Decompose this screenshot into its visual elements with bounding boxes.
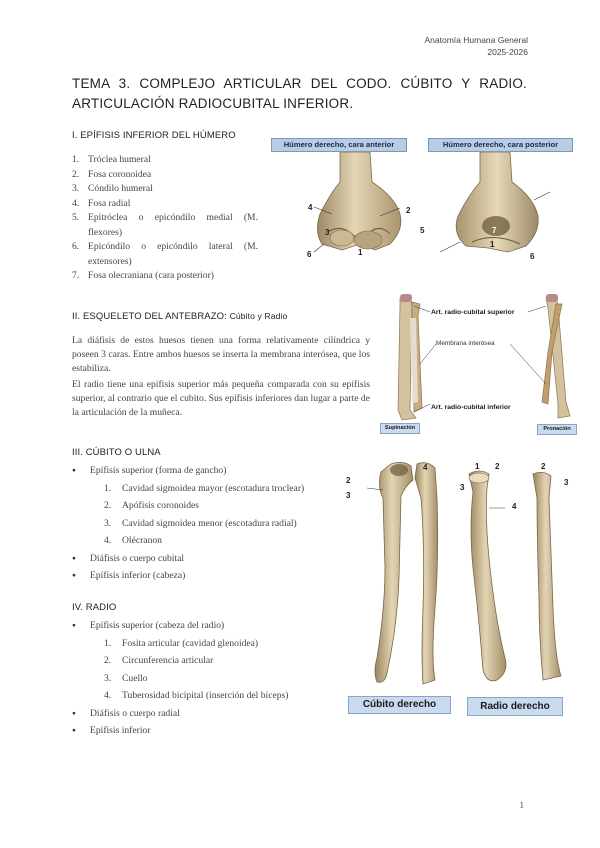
list-item: 5. Epitróclea o epicóndilo medial (M. flexores) <box>72 212 258 238</box>
page-number: 1 <box>519 800 524 810</box>
page-title: TEMA 3. COMPLEJO ARTICULAR DEL CODO. CÚBITO Y RADIO. ARTICULACIÓN RADIOCUBITAL INFERIOR. <box>72 76 527 111</box>
ulna-radius-image <box>355 458 580 693</box>
list-item: 1. Fosita articular (cavidad glenoidea) <box>104 637 259 649</box>
humerus-posterior-caption: Húmero derecho, cara posterior <box>428 138 573 152</box>
section-1-heading: I. EPÍFISIS INFERIOR DEL HÚMERO <box>72 130 236 141</box>
radius-caption: Radio derecho <box>467 697 563 716</box>
list-item: 4. Tuberosidad bicipital (inserción del bíceps) <box>104 690 289 701</box>
list-item: 7. Fosa olecraniana (cara posterior) <box>72 270 214 281</box>
list-item: ● Epífisis inferior (cabeza) <box>72 567 342 585</box>
section-2-paragraph-2: El radio tiene una epífisis superior más pequeña comparada con su epífisis superior, al contrario que el cubito. Sus epífisis inferiores dan lugar a parte de la articulación de la muñeca. <box>72 379 370 418</box>
list-item: 1. Tróclea humeral <box>72 154 151 165</box>
list-item: ● Epífisis superior (forma de gancho) 1. Cavidad sigmoidea mayor (escotadura troclear) 2. Apófisis coronoides 3. Cavidad sigmoidea menor (escotadura radial) 4. Olécranon <box>72 462 342 550</box>
list-item: 4. Fosa radial <box>72 197 131 209</box>
humerus-anterior-label-1: 1 <box>358 248 363 257</box>
list-item: 6. Epicóndilo o epicóndilo lateral (M. extensores) <box>72 241 258 267</box>
ulna-caption: Cúbito derecho <box>348 696 451 714</box>
list-item: 1. Cavidad sigmoidea mayor (escotadura troclear) <box>104 482 305 494</box>
humerus-posterior-image <box>438 152 558 267</box>
sublist <box>90 480 342 550</box>
section-2-paragraph-1: La diáfisis de estos huesos tienen una forma relativamente cilíndrica y poseen 3 caras. Entre ambos huesos se inserta la membrana interósea, que los estabiliza. <box>72 335 370 374</box>
supination-caption: Supinación <box>380 423 420 434</box>
section-3-list <box>72 462 342 585</box>
humerus-anterior-caption: Húmero derecho, cara anterior <box>271 138 407 152</box>
radius-lateral-label-3: 3 <box>564 478 569 487</box>
pronation-caption: Pronación <box>537 424 577 435</box>
humerus-posterior-label-5: 5 <box>420 226 425 235</box>
list-item: 2. Circunferencia articular <box>104 655 214 666</box>
section-2-heading: II. ESQUELETO DEL ANTEBRAZO: Cúbito y Radio <box>72 311 288 322</box>
section-2-heading-sub: Cúbito y Radio <box>229 311 288 321</box>
course-name: Anatomía Humana General <box>424 35 528 45</box>
humerus-anterior-label-3: 3 <box>325 228 330 237</box>
course-year: 2025-2026 <box>487 47 528 57</box>
list-item: 2. Fosa coronoidea <box>72 168 152 180</box>
humerus-posterior-label-1: 1 <box>490 240 495 249</box>
ulna-label-3: 3 <box>346 491 351 500</box>
section-4-heading: IV. RADIO <box>72 602 117 613</box>
radius-label-1: 1 <box>475 462 480 471</box>
humerus-anterior-label-2: 2 <box>406 206 411 215</box>
list-item: ● Diáfisis o cuerpo radial <box>72 705 342 723</box>
list-item: ● Epífisis inferior <box>72 722 342 740</box>
forearm-label-mid: Membrana interósea <box>436 340 495 347</box>
section-1-list <box>72 153 258 284</box>
running-header <box>425 34 528 58</box>
forearm-leader-lines <box>400 300 560 420</box>
list-item: 4. Olécranon <box>104 535 162 546</box>
humerus-posterior-label-6: 6 <box>530 252 535 261</box>
ulna-label-4: 4 <box>423 463 428 472</box>
forearm-label-top: Art. radio-cubital superior <box>431 309 515 316</box>
sublist <box>90 635 342 705</box>
radius-lateral-label-2: 2 <box>541 462 546 471</box>
list-item: ● Epífisis superior (cabeza del radio) 1. Fosita articular (cavidad glenoidea) 2. Circunferencia articular 3. Cuello 4. Tuberosidad bicipital (inserción del bíceps) <box>72 617 342 705</box>
radius-label-4: 4 <box>512 502 517 511</box>
list-item: 3. Cavidad sigmoidea menor (escotadura radial) <box>104 517 297 529</box>
list-item: 2. Apófisis coronoides <box>104 500 200 511</box>
radius-label-2: 2 <box>495 462 500 471</box>
radius-label-3: 3 <box>460 483 465 492</box>
section-4-list <box>72 617 342 740</box>
humerus-posterior-label-7: 7 <box>492 226 497 235</box>
list-item: ● Diáfisis o cuerpo cubital <box>72 550 342 568</box>
section-3-heading: III. CÚBITO O ULNA <box>72 447 161 458</box>
forearm-label-bottom: Art. radio-cubital inferior <box>431 404 511 411</box>
list-item: 3. Cuello <box>104 672 148 684</box>
ulna-label-2: 2 <box>346 476 351 485</box>
list-item: 3. Cóndilo humeral <box>72 183 153 194</box>
humerus-anterior-label-6: 6 <box>307 250 312 259</box>
humerus-anterior-label-4: 4 <box>308 203 313 212</box>
